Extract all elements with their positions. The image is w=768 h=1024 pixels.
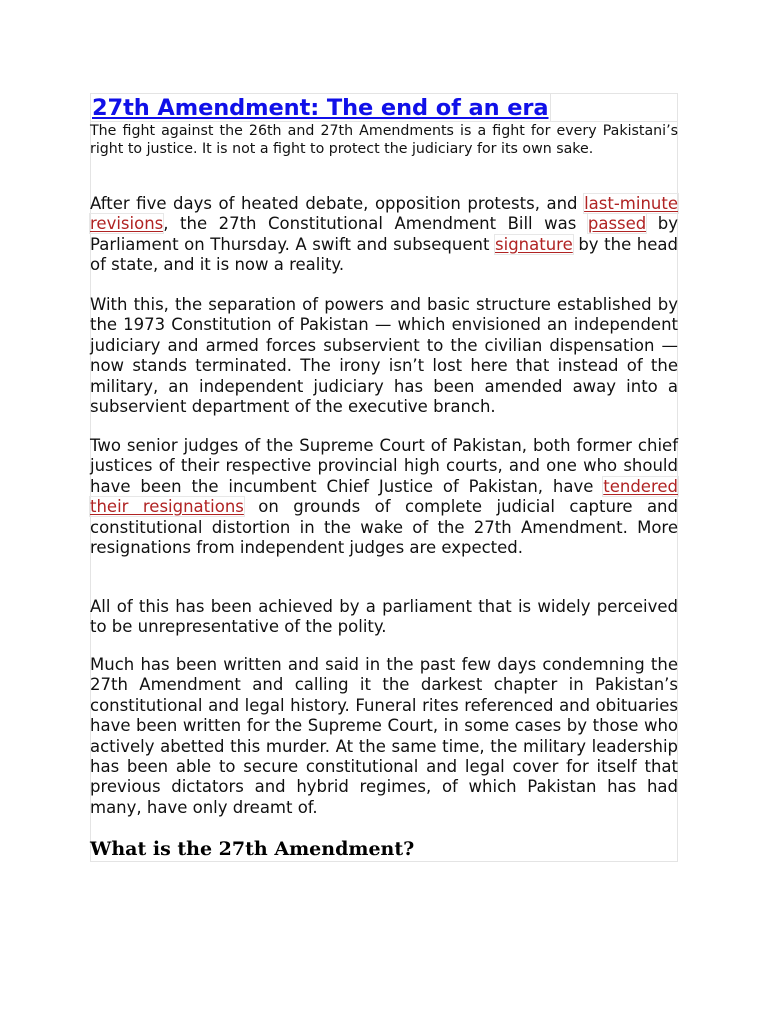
article-subtitle: The fight against the 26th and 27th Amendments is a fight for every Pakistani’s right to justice. It is not a fight to protect the judiciary for its own sake. <box>90 123 678 158</box>
paragraph-1-text-1: After five days of heated debate, opposition protests, and <box>90 194 585 213</box>
title-box <box>90 93 678 122</box>
paragraph-1 <box>90 194 678 276</box>
paragraph-1-text-3: by Parliament on Thursday. A swift and subsequent <box>90 214 679 254</box>
link-signature[interactable]: signature <box>495 234 573 254</box>
paragraph-5: Much has been written and said in the past few days condemning the 27th Amendment and calling it the darkest chapter in Pakistan’s constitutional and legal history. Funeral rites referenced and obituaries have been written for the Supreme Court, in some cases by those who actively abetted this murder. At the same time, the military leadership has been able to secure constitutional and legal cover for itself that previous dictators and hybrid regimes, of which Pakistan has had many, have only dreamt of. <box>90 655 678 817</box>
section-heading: What is the 27th Amendment? <box>90 838 415 860</box>
paragraph-1-text-2: , the 27th Constitutional Amendment Bill was <box>163 214 588 234</box>
article <box>90 93 679 860</box>
paragraph-1-text-4: by the head of state, and it is now a reality. <box>90 234 678 275</box>
article-title[interactable]: 27th Amendment: The end of an era <box>92 95 549 121</box>
paragraph-3 <box>90 436 678 558</box>
link-tendered-their-resignations[interactable]: tendered their resignations <box>90 476 678 517</box>
link-last-minute-revisions[interactable]: last-minute revisions <box>90 194 678 234</box>
link-passed[interactable]: passed <box>587 214 647 234</box>
paragraph-3-text-1: Two senior judges of the Supreme Court of Pakistan, both former chief justices of their respective provincial high courts, and one who should have been the incumbent Chief Justice of Pakistan, have <box>90 436 678 496</box>
paragraph-2: With this, the separation of powers and basic structure established by the 1973 Constitution of Pakistan — which envisioned an independent judiciary and armed forces subservient to the civilian dispensation — now stands terminated. The irony isn’t lost here that instead of the military, an independent judiciary has been amended away into a subservient department of the executive branch. <box>90 295 678 417</box>
paragraph-4: All of this has been achieved by a parliament that is widely perceived to be unrepresentative of the polity. <box>90 597 678 637</box>
paragraph-3-text-2: on grounds of complete judicial capture and constitutional distortion in the wake of the 27th Amendment. More resignations from independent judges are expected. <box>90 497 678 558</box>
